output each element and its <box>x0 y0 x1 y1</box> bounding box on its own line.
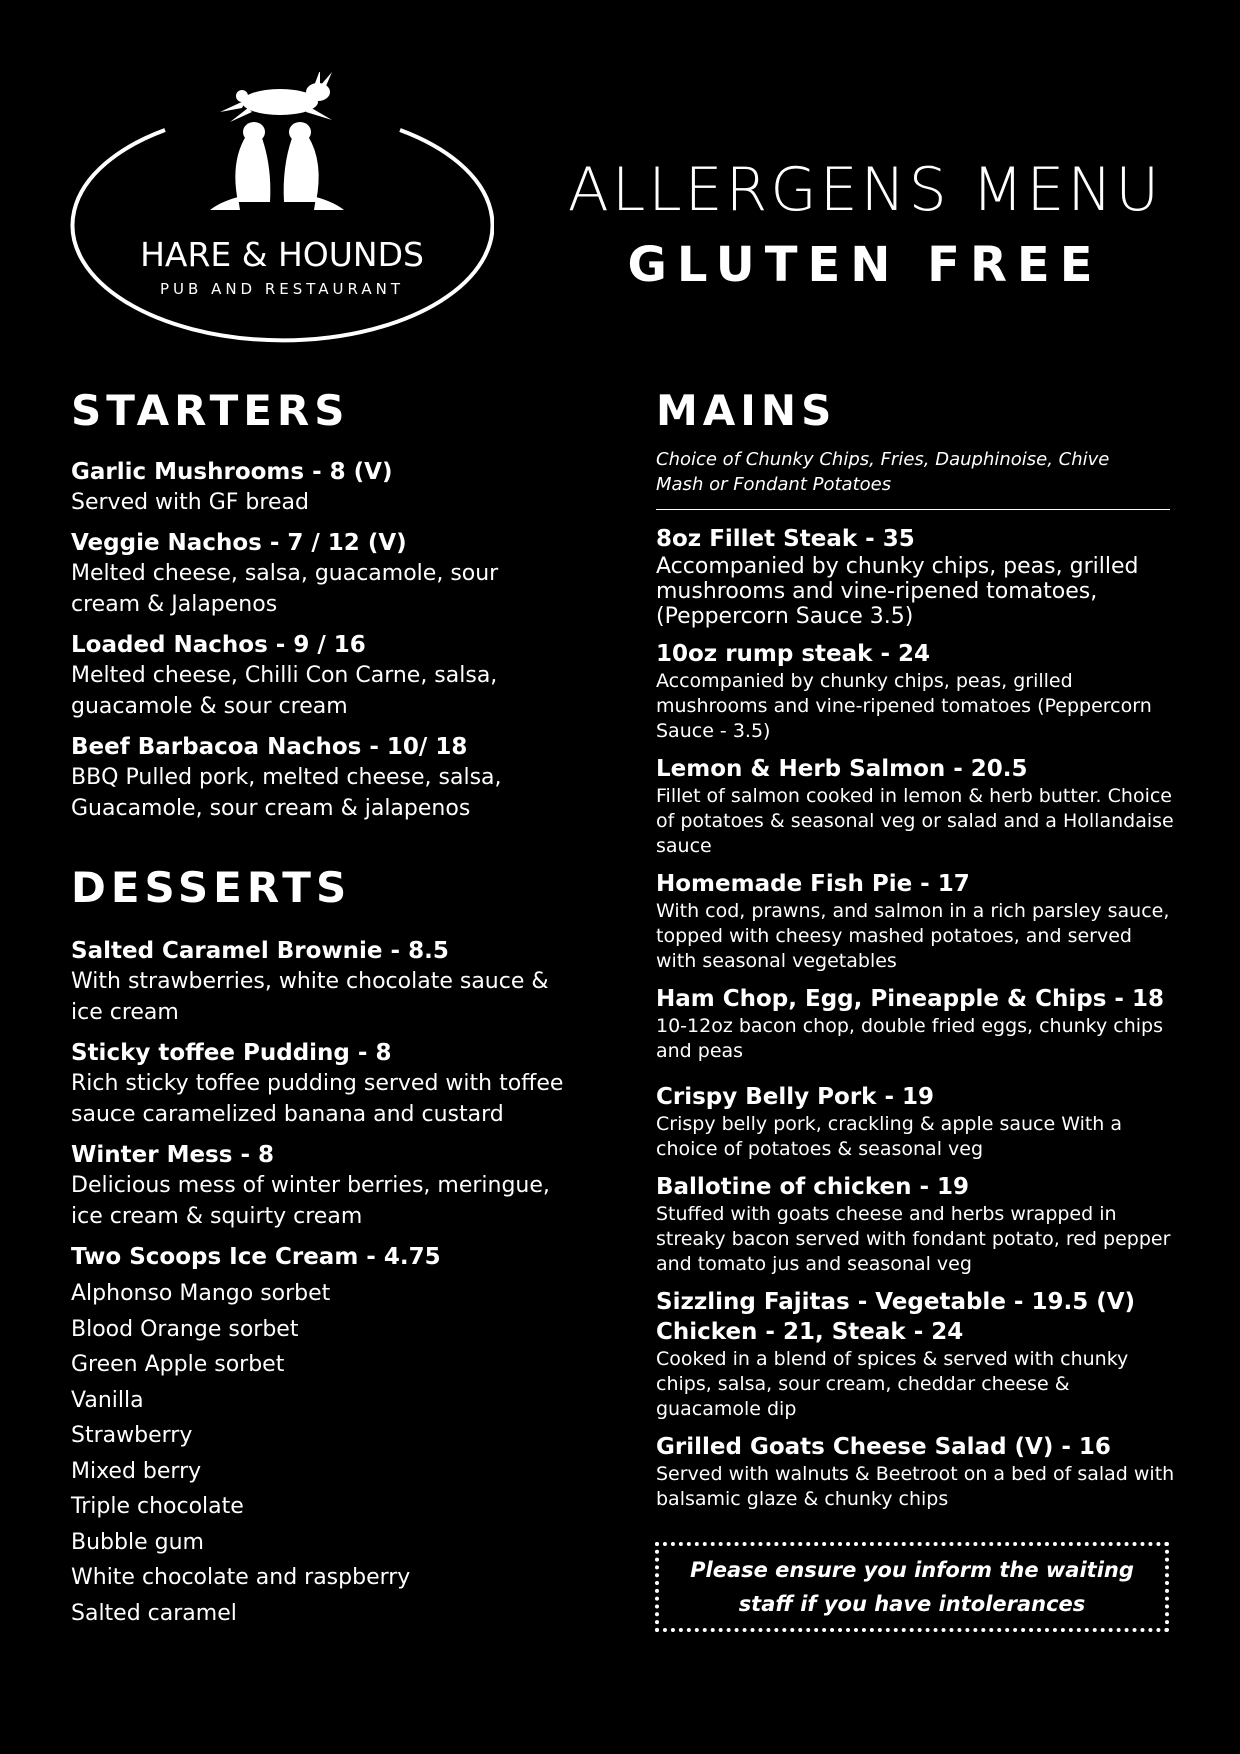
item-desc: Served with walnuts & Beetroot on a bed of salad with balsamic glaze & chunky chips <box>656 1463 1175 1510</box>
item-desc: With cod, prawns, and salmon in a rich parsley sauce, topped with cheesy mashed potatoes, and served with seasonal vegetables <box>656 900 1170 972</box>
divider <box>656 509 1170 510</box>
flavour-item: Salted caramel <box>71 1600 237 1626</box>
item-title: Veggie Nachos - 7 / 12 (V) <box>71 530 407 556</box>
item-desc: Melted cheese, salsa, guacamole, sour cream & Jalapenos <box>71 561 499 617</box>
item-desc: With strawberries, white chocolate sauce & ice cream <box>71 969 549 1025</box>
item-title: Ham Chop, Egg, Pineapple & Chips - 18 <box>656 986 1164 1012</box>
menu-item <box>71 1038 571 1130</box>
flavour-item: Blood Orange sorbet <box>71 1316 299 1342</box>
page-title: ALLERGENS MENU <box>567 155 1163 225</box>
hare-icon <box>220 72 332 122</box>
flavour-item: Mixed berry <box>71 1458 202 1484</box>
logo-name: HARE & HOUNDS <box>140 235 424 274</box>
item-desc: Melted cheese, Chilli Con Carne, salsa, guacamole & sour cream <box>71 663 498 719</box>
item-title: Beef Barbacoa Nachos - 10/ 18 <box>71 734 468 760</box>
starters-heading: STARTERS <box>71 386 350 435</box>
item-title: Sticky toffee Pudding - 8 <box>71 1040 392 1066</box>
menu-item <box>71 528 571 620</box>
item-title: Loaded Nachos - 9 / 16 <box>71 632 366 658</box>
item-desc: Rich sticky toffee pudding served with toffee sauce caramelized banana and custard <box>71 1071 564 1127</box>
flavour-item: Alphonso Mango sorbet <box>71 1281 331 1306</box>
menu-item <box>656 639 1176 744</box>
flavour-item: Bubble gum <box>71 1529 204 1555</box>
mains-section <box>656 385 1176 1512</box>
page-subtitle: GLUTEN FREE <box>627 237 1103 293</box>
hounds-icon <box>210 122 344 210</box>
logo-tagline: PUB AND RESTAURANT <box>159 280 405 298</box>
right-column <box>656 385 1176 1512</box>
item-title: Grilled Goats Cheese Salad (V) - 16 <box>656 1434 1111 1460</box>
menu-item <box>71 630 571 722</box>
item-title: 10oz rump steak - 24 <box>656 641 931 667</box>
left-column <box>71 385 571 1631</box>
item-desc: 10-12oz bacon chop, double fried eggs, chunky chips and peas <box>656 1015 1164 1062</box>
menu-item <box>71 936 571 1028</box>
menu-item <box>656 869 1176 974</box>
menu-item <box>71 732 571 824</box>
item-title: Two Scoops Ice Cream - 4.75 <box>71 1244 441 1270</box>
menu-item <box>656 1432 1176 1512</box>
menu-item <box>656 984 1176 1064</box>
flavour-item: Vanilla <box>71 1387 144 1413</box>
hare-and-hounds-logo <box>70 72 494 344</box>
mains-heading: MAINS <box>656 386 837 435</box>
mains-note: Choice of Chunky Chips, Fries, Dauphinoise, Chive Mash or Fondant Potatoes <box>656 449 1110 495</box>
menu-item <box>656 1287 1176 1422</box>
item-title: Winter Mess - 8 <box>71 1142 275 1168</box>
intolerance-notice <box>655 1542 1169 1632</box>
starters-section <box>71 385 571 824</box>
flavour-item: Triple chocolate <box>71 1494 244 1519</box>
item-desc: Crispy belly pork, crackling & apple sauce With a choice of potatoes & seasonal veg <box>656 1113 1123 1160</box>
item-title: Crispy Belly Pork - 19 <box>656 1084 935 1110</box>
item-desc: BBQ Pulled pork, melted cheese, salsa, Guacamole, sour cream & jalapenos <box>71 765 502 821</box>
item-title-line2: Chicken - 21, Steak - 24 <box>656 1319 964 1345</box>
menu-item <box>656 754 1176 859</box>
menu-item <box>656 1172 1176 1277</box>
flavour-item: Green Apple sorbet <box>71 1352 285 1377</box>
item-title: Salted Caramel Brownie - 8.5 <box>71 938 449 964</box>
menu-item <box>656 524 1176 629</box>
item-desc: Delicious mess of winter berries, meringue, ice cream & squirty cream <box>71 1173 550 1229</box>
item-desc: Accompanied by chunky chips, peas, grilled mushrooms and vine-ripened tomatoes, (Peppercorn Sauce 3.5) <box>656 554 1139 629</box>
item-title: Homemade Fish Pie - 17 <box>656 871 970 897</box>
notice-text: Please ensure you inform the waiting staff if you have intolerances <box>690 1558 1134 1616</box>
menu-item <box>71 457 571 518</box>
desserts-section <box>71 862 571 1631</box>
item-title: Ballotine of chicken - 19 <box>656 1174 970 1200</box>
item-desc: Cooked in a blend of spices & served with chunky chips, salsa, sour cream, cheddar cheese & guacamole dip <box>656 1348 1129 1420</box>
menu-item <box>71 1140 571 1232</box>
flavour-item: White chocolate and raspberry <box>71 1565 411 1590</box>
item-title: Garlic Mushrooms - 8 (V) <box>71 459 393 485</box>
item-title: Lemon & Herb Salmon - 20.5 <box>656 756 1028 782</box>
item-desc: Fillet of salmon cooked in lemon & herb butter. Choice of potatoes & seasonal veg or salad and a Hollandaise sauce <box>656 785 1174 857</box>
flavour-item: Strawberry <box>71 1423 193 1448</box>
item-desc: Accompanied by chunky chips, peas, grilled mushrooms and vine-ripened tomatoes (Peppercorn Sauce - 3.5) <box>656 670 1152 742</box>
item-title: 8oz Fillet Steak - 35 <box>656 526 915 552</box>
item-desc: Stuffed with goats cheese and herbs wrapped in streaky bacon served with fondant potato, red pepper and tomato jus and seasonal veg <box>656 1203 1171 1275</box>
menu-item <box>656 1082 1176 1162</box>
desserts-heading: DESSERTS <box>71 863 352 912</box>
item-desc: Served with GF bread <box>71 490 309 515</box>
menu-item <box>71 1242 571 1272</box>
ice-cream-flavours <box>71 1276 571 1631</box>
item-title: Sizzling Fajitas - Vegetable - 19.5 (V) <box>656 1289 1136 1315</box>
